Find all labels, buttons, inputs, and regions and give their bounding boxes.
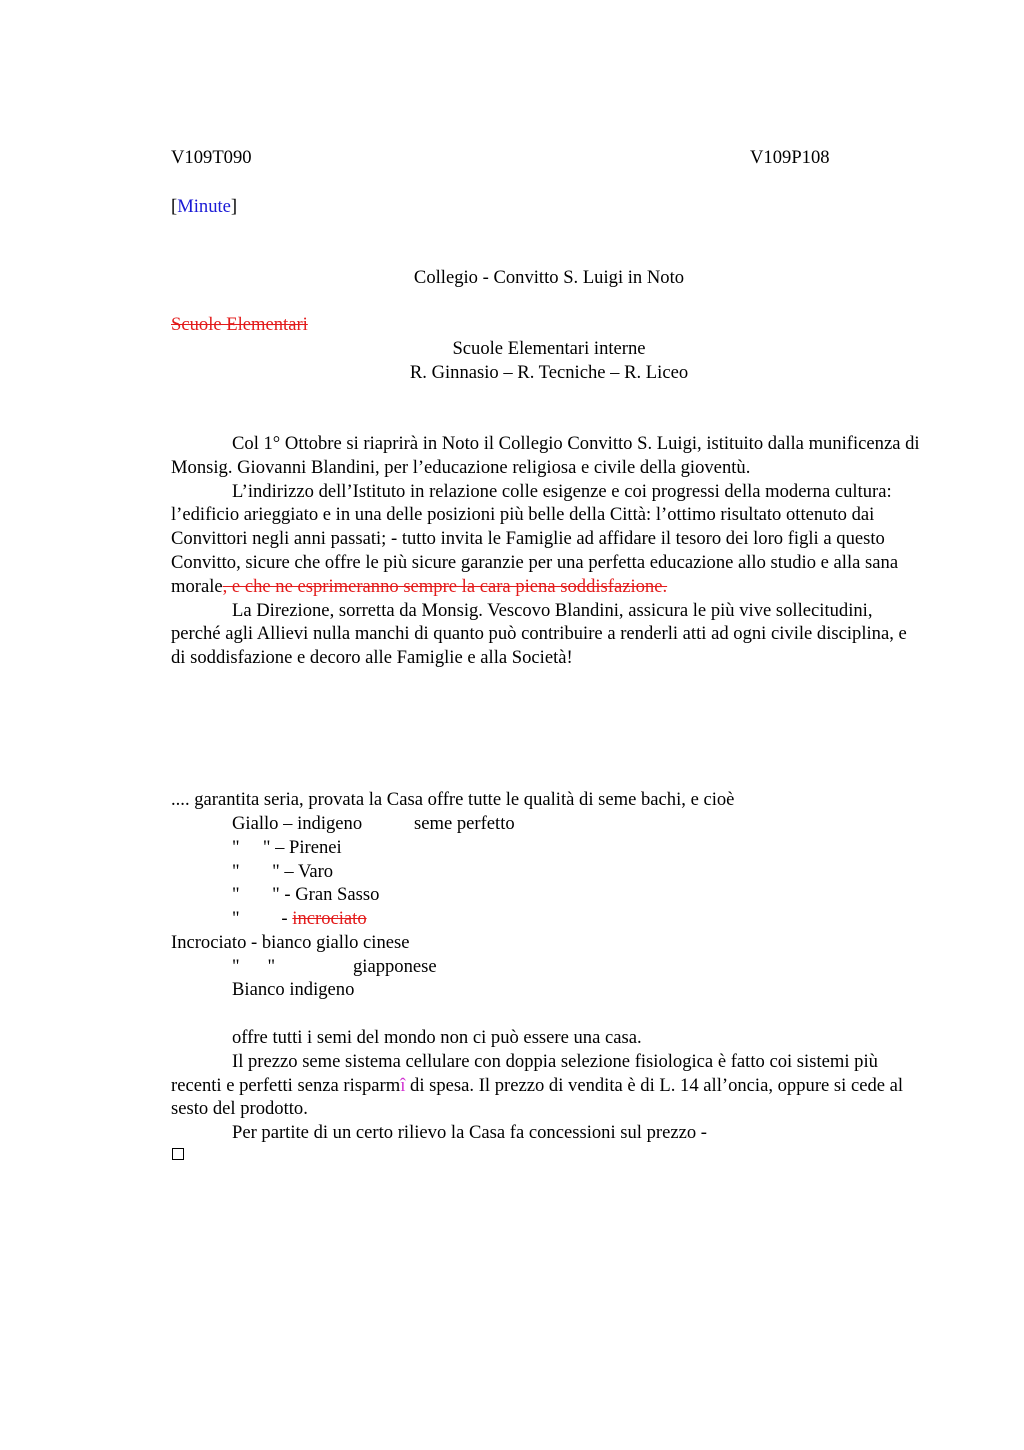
seed-row-5-deleted: incrociato	[292, 908, 367, 929]
paragraph-1: Col 1° Ottobre si riaprirà in Noto il Collegio Convitto S. Luigi, istituito dalla munificenza di Monsig. Giovanni Blandini, per l’educazione religiosa e civile della gioventù.	[171, 433, 920, 478]
code-right: V109P108	[750, 147, 830, 168]
paragraph-2	[171, 480, 921, 599]
bracket-close: ]	[230, 196, 238, 217]
bracket-open: [	[171, 196, 178, 217]
ditto-mark: " "	[232, 861, 280, 882]
checkbox-icon	[172, 1148, 184, 1160]
paragraph-2-deleted: , e che ne esprimeranno sempre la cara piena soddisfazione.	[222, 575, 668, 597]
seed-row-8: Bianco indigeno	[232, 979, 355, 1000]
paragraph-3: La Direzione, sorretta da Monsig. Vescovo Blandini, assicura le più vive sollecitudini, perché agli Allievi nulla manchi di quanto può contribuire a renderli atti ad ogni civile disciplina, e di soddisfazione e decoro alle Famiglie e alla Società!	[171, 599, 907, 669]
paragraph-2-text: L’indirizzo dell’Istituto in relazione colle esigenze e coi progressi della moderna cultura: l’edificio arieggiato e in una delle posizioni più belle della Città: l’ottimo risultato ottenuto dai Convittori negli anni passati; - tutto invita le Famiglie ad affidare il tesoro dei loro figli a questo Convitto, sicure che offre le più sicure garanzie per una perfetta educazione allo studio e alla sana morale	[171, 480, 899, 597]
seed-row-4	[232, 883, 379, 907]
seed-row-1-b: seme perfetto	[414, 813, 515, 834]
seed-row-1-a: Giallo – indigeno	[232, 813, 363, 834]
seed-row-4-text: - Gran Sasso	[279, 884, 380, 905]
seed-row-2-text: – Pirenei	[270, 837, 342, 858]
code-left: V109T090	[171, 147, 252, 168]
seed-row-6: Incrociato - bianco giallo cinese	[171, 932, 410, 953]
seed-row-3-text: – Varo	[279, 861, 334, 882]
minute-link[interactable]: Minute	[177, 196, 231, 217]
deleted-label: Scuole Elementari	[171, 314, 308, 335]
ditto-mark: " "	[232, 837, 271, 858]
seed-row-7-text: giapponese	[353, 956, 437, 977]
seed-row-3	[232, 860, 333, 884]
seed-row-2	[232, 836, 342, 860]
page-title: Collegio - Convitto S. Luigi in Noto	[413, 267, 685, 288]
closing-paragraph-2-a: Il prezzo seme sistema cellulare con doppia selezione fisiologica è fatto coi sistemi più recenti e perfetti senza risparm	[171, 1050, 878, 1096]
seed-row-5	[232, 907, 367, 931]
closing-paragraph-2-b: di spesa. Il prezzo di vendita è di L. 14 all’oncia, oppure si cede al sesto del prodotto.	[171, 1074, 904, 1120]
subtitle-line-2: R. Ginnasio – R. Tecniche – R. Liceo	[409, 362, 689, 383]
closing-paragraph-3: Per partite di un certo rilievo la Casa fa concessioni sul prezzo -	[232, 1122, 708, 1144]
ditto-mark: " -	[232, 908, 293, 929]
minute-tag	[171, 195, 237, 219]
ditto-mark: " "	[232, 884, 280, 905]
subtitle-line-1: Scuole Elementari interne	[452, 338, 646, 359]
highlighted-char: î	[400, 1074, 406, 1096]
seed-row-7-ditto: " "	[232, 956, 276, 977]
closing-paragraph-1: offre tutti i semi del mondo non ci può essere una casa.	[232, 1027, 642, 1048]
closing-paragraph-2	[171, 1050, 921, 1121]
closing-text	[171, 1026, 921, 1145]
seeds-intro: .... garantita seria, provata la Casa offre tutte le qualità di seme bachi, e cioè	[171, 789, 735, 810]
body-text	[171, 432, 921, 670]
